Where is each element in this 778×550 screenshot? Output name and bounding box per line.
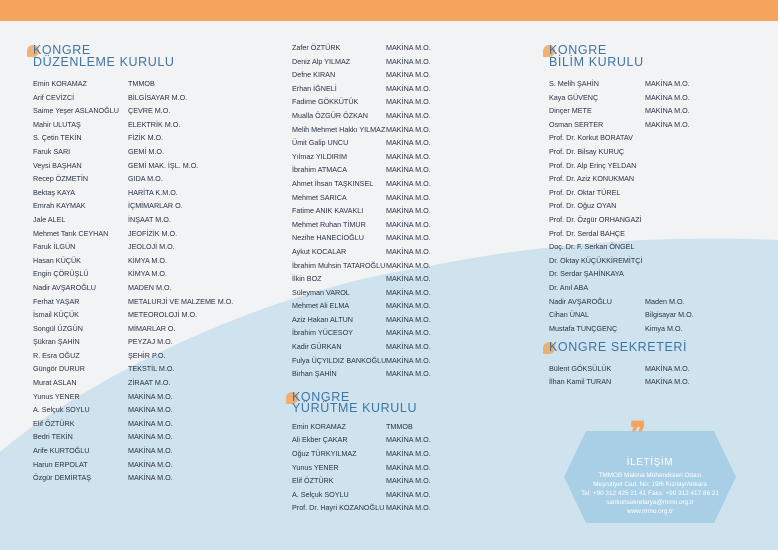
member-name: A. Selçuk SOYLU [33,405,90,415]
member-name: İlhan Kamil TURAN [549,377,612,387]
quote-icon: ❞ [630,417,647,450]
member-row [549,240,694,254]
member-name: Kadir GÜRKAN [292,342,342,352]
member-organization: MAKİNA M.O. [645,363,690,373]
member-row [549,172,694,186]
member-row [33,131,233,145]
member-name: Aziz Hakan ALTUN [292,314,353,324]
executive-member-list [292,420,431,515]
member-organization: MAKİNA M.O. [128,473,173,483]
member-row [33,390,233,404]
member-name: Prof. Dr. Aziz KONUKMAN [549,174,635,184]
member-name: Yunus YENER [292,462,339,472]
member-row [292,367,431,381]
member-name: Bektaş KAYA [33,187,76,197]
member-row [292,177,431,191]
member-row [292,340,431,354]
member-organization: HARİTA K.M.O. [128,187,178,197]
member-organization: ELEKTRİK M.O. [128,119,181,129]
contact-phone: Tel: +90 312 425 21 41 Faks: +90 312 417 86 21 [581,490,719,497]
member-name: A. Selçuk SOYLU [292,489,349,499]
member-row [292,82,431,96]
member-organization: KİMYA M.O. [128,255,168,265]
member-row [292,163,431,177]
member-organization: MAKİNA M.O. [386,314,431,324]
member-name: Fadime GÖKKÜTÜK [292,97,359,107]
member-organization: MAKİNA M.O. [386,151,431,161]
member-row [292,420,431,434]
member-organization: ÇEVRE M.O. [128,106,171,116]
member-name: Bülent GÖKSÜLÜK [549,363,612,373]
member-organization: MAKİNA M.O. [386,462,431,472]
member-row [292,286,431,300]
member-row [33,444,233,458]
member-row [292,354,431,368]
member-organization: ZİRAAT M.O. [128,378,171,388]
member-name: Ferhat YAŞAR [33,296,80,306]
member-row [292,447,431,461]
member-row [549,213,694,227]
member-row [549,131,694,145]
member-row [33,104,233,118]
executive-committee-title: KONGRE YÜRÜTME KURULU [292,392,431,415]
member-name: Faruk İLGÜN [33,242,76,252]
member-row [33,417,233,431]
member-row [33,308,233,322]
member-organization: MAKİNA M.O. [645,106,690,116]
member-organization: MAKİNA M.O. [386,503,431,513]
member-organization: JEOFİZİK M.O. [128,228,178,238]
member-name: Mehmet Tarık CEYHAN [33,228,109,238]
member-name: Murat ASLAN [33,378,77,388]
member-organization: MAKİNA M.O. [386,83,431,93]
member-row [33,145,233,159]
member-list [549,77,694,335]
member-row [549,186,694,200]
member-organization: MAKİNA M.O. [386,489,431,499]
member-row [549,199,694,213]
member-list [292,41,431,381]
secretariat-list [549,362,694,389]
member-row [549,362,694,376]
member-organization: MAKİNA M.O. [386,70,431,80]
member-row [33,322,233,336]
member-row [292,150,431,164]
member-name: Nezihe HANECİOĞLU [292,233,364,243]
member-organization: Bilgisayar M.O. [645,310,694,320]
member-name: Dr. Anıl ABA [549,282,589,292]
member-organization: GEMİ MAK. İŞL. M.O. [128,160,199,170]
member-row [549,254,694,268]
member-name: Fatime ANIK KAVAKLI [292,206,364,216]
member-organization: İÇMİMARLAR O. [128,201,183,211]
member-name: Emin KORAMAZ [33,79,87,88]
member-name: Jale ALEL [33,214,66,224]
member-row [292,313,431,327]
member-row [549,118,694,132]
member-row [33,77,233,91]
member-name: Defne KIRAN [292,70,336,80]
member-name: Nadir AVŞAROĞLU [33,282,96,292]
member-row [292,501,431,515]
member-name: Dr. Serdar ŞAHİNKAYA [549,269,624,279]
member-row [33,471,233,485]
member-name: Süleyman VAROL [292,287,350,297]
member-organization: Kimya M.O. [645,323,683,333]
member-row [549,322,694,336]
member-name: Prof. Dr. Serdal BAHÇE [549,228,625,238]
member-row [33,159,233,173]
member-row [292,272,431,286]
member-organization: MAKİNA M.O. [386,435,431,445]
member-row [292,488,431,502]
member-name: İlkin BOZ [292,274,322,284]
member-row [33,91,233,105]
member-name: Mehmet Ruhan TİMUR [292,219,366,229]
member-row [33,281,233,295]
member-name: Harun ERPOLAT [33,459,88,469]
member-organization: MİMARLAR O. [128,323,176,333]
member-row [292,461,431,475]
member-name: İbrahim Muhsin TATAROĞLU [292,260,386,270]
member-row [33,267,233,281]
member-organization: MAKİNA M.O. [128,405,173,415]
member-organization: GIDA M.O. [128,174,163,184]
member-row [292,259,431,273]
member-name: Cihan ÜNAL [549,310,589,320]
member-name: Arif CEVİZCİ [33,92,75,102]
member-organization: MAKİNA M.O. [128,432,173,442]
member-organization: MAKİNA M.O. [386,287,431,297]
member-name: Ali Ekber ÇAKAR [292,435,348,445]
member-name: Prof. Dr. Hayri KOZANOĞLU [292,503,385,513]
member-name: Güngör DURUR [33,364,85,374]
member-name: Bedri TEKİN [33,432,73,442]
member-name: Songül ÜZGÜN [33,323,83,333]
contact-box [564,431,736,523]
member-row [549,159,694,173]
member-organization: BİLGİSAYAR M.O. [128,92,188,102]
member-organization: MAKİNA M.O. [128,391,173,401]
member-name: Saime Yeşer ASLANOĞLU [33,106,119,116]
member-name: İbrahim YÜCESOY [292,328,353,338]
member-name: S. Çetin TEKİN [33,133,82,143]
member-name: Prof. Dr. Alp Erinç YELDAN [549,160,637,170]
member-row [549,375,694,389]
member-name: Mualla ÖZGÜR ÖZKAN [292,110,368,120]
member-organization: MAKİNA M.O. [386,369,431,379]
member-name: Erhan İĞNELİ [292,83,337,93]
member-row [292,41,431,55]
member-row [33,458,233,472]
member-name: Dinçer METE [549,106,592,116]
member-row [549,104,694,118]
member-organization: MAKİNA M.O. [386,192,431,202]
member-row [292,204,431,218]
member-name: Hasan KÜÇÜK [33,255,81,265]
member-organization: MAKİNA M.O. [386,301,431,311]
member-organization: METEOROLOJİ M.O. [128,310,198,320]
member-name: Doç. Dr. F. Serkan ÖNGEL [549,242,635,252]
member-row [292,231,431,245]
member-name: Zafer ÖZTÜRK [292,43,341,52]
contact-heading: İLETİŞİM [626,457,674,468]
member-row [292,68,431,82]
member-organization: MAKİNA M.O. [386,138,431,148]
member-name: Mehmet Ali ELMA [292,301,350,311]
member-row [33,186,233,200]
member-row [33,172,233,186]
member-organization: METALURJİ VE MALZEME M.O. [128,296,234,306]
member-name: Prof. Dr. Bilsay KURUÇ [549,146,625,156]
member-organization: MAKİNA M.O. [386,178,431,188]
member-name: Prof. Dr. Oktar TÜREL [549,187,621,197]
member-organization: MAKİNA M.O. [645,79,690,88]
member-name: Kaya GÜVENÇ [549,92,599,102]
member-row [549,295,694,309]
member-row [33,240,233,254]
member-organization: MADEN M.O. [128,282,172,292]
member-name: Emrah KAYMAK [33,201,86,211]
member-name: Ümit Galip UNCU [292,138,349,148]
member-name: Recep ÖZMETİN [33,174,89,184]
member-row [33,213,233,227]
member-row [549,91,694,105]
member-name: Prof. Dr. Özgür ORHANGAZİ [549,214,642,224]
member-row [292,136,431,150]
member-organization: MAKİNA M.O. [128,418,173,428]
member-name: Dr. Oktay KÜÇÜKKİREMİTÇİ [549,255,643,265]
member-name: Yılmaz YILDIRIM [292,151,347,161]
contact-address: Meşrutiyet Cad. No: 19/6 Kızılay/Ankara [593,481,707,488]
member-organization: MAKİNA M.O. [386,43,431,52]
secretariat-title: KONGRE SEKRETERİ [549,342,694,354]
member-row [33,335,233,349]
member-organization: MAKİNA M.O. [645,119,690,129]
member-name: Elif ÖZTÜRK [292,476,334,486]
member-organization: MAKİNA M.O. [386,56,431,66]
member-organization: MAKİNA M.O. [386,97,431,107]
member-row [549,281,694,295]
member-organization: MAKİNA M.O. [386,274,431,284]
member-row [33,362,233,376]
member-row [292,326,431,340]
member-name: Emin KORAMAZ [292,421,346,431]
member-list [33,77,233,485]
member-row [292,123,431,137]
member-row [33,376,233,390]
member-organization: JEOLOJİ M.O. [128,242,175,252]
member-name: Mustafa TUNÇGENÇ [549,323,618,333]
contact-website[interactable]: www.mmo.org.tr [626,508,674,515]
member-row [549,308,694,322]
member-name: Özgür DEMİRTAŞ [33,473,92,483]
member-organization: TMMOB [386,421,413,431]
member-row [292,433,431,447]
member-organization: ŞEHİR P.O. [128,350,166,360]
member-name: İbrahim ATMACA [292,165,347,175]
scientific-committee-title: KONGRE BİLİM KURULU [549,45,694,68]
organizing-committee-title: KONGRE DÜZENLEME KURULU [33,45,233,68]
member-organization: MAKİNA M.O. [386,165,431,175]
member-organization: MAKİNA M.O. [386,449,431,459]
member-name: Ahmet İhsan TAŞKINSEL [292,178,374,188]
member-row [292,109,431,123]
member-organization: MAKİNA M.O. [386,124,431,134]
member-name: Mehmet SARICA [292,192,347,202]
member-organization: MAKİNA M.O. [386,246,431,256]
member-organization: MAKİNA M.O. [128,446,173,456]
contact-email[interactable]: sankonsekretarya@mmo.org.tr [606,499,694,506]
member-organization: MAKİNA M.O. [386,206,431,216]
member-organization: MAKİNA M.O. [386,355,431,365]
member-organization: GEMİ M.O. [128,146,164,156]
member-name: Yunus YENER [33,391,80,401]
member-name: Oğuz TÜRKYILMAZ [292,449,357,459]
scientific-committee [549,45,694,389]
member-organization: İNŞAAT M.O. [128,214,171,224]
member-organization: TMMOB [128,79,155,88]
member-name: Aykut KOCALAR [292,246,347,256]
member-row [292,474,431,488]
member-organization: MAKİNA M.O. [386,219,431,229]
member-row [292,299,431,313]
member-name: Veysi BAŞHAN [33,160,82,170]
member-organization: MAKİNA M.O. [386,476,431,486]
member-row [549,227,694,241]
member-name: S. Melih ŞAHİN [549,79,599,88]
member-row [292,55,431,69]
member-row [549,267,694,281]
member-name: Engin ÇÖRÜŞLÜ [33,269,89,279]
member-row [33,118,233,132]
member-name: Arife KURTOĞLU [33,446,90,456]
contact-org: TMMOB Makina Mühendisleri Odası [598,472,702,479]
member-row [292,95,431,109]
member-organization: FİZİK M.O. [128,133,164,143]
member-row [292,218,431,232]
member-row [33,199,233,213]
member-row [549,77,694,91]
member-row [33,403,233,417]
member-name: Prof. Dr. Korkut BORATAV [549,133,633,143]
member-organization: MAKİNA M.O. [128,459,173,469]
member-row [33,254,233,268]
member-name: Melih Mehmet Hakkı YILMAZ [292,124,386,134]
member-name: Elif ÖZTÜRK [33,418,75,428]
member-row [292,191,431,205]
member-organization: MAKİNA M.O. [386,342,431,352]
member-row [33,349,233,363]
member-name: Mahir ULUTAŞ [33,119,81,129]
member-organization: MAKİNA M.O. [645,377,690,387]
member-row [33,227,233,241]
member-name: Şükran ŞAHİN [33,337,80,347]
member-row [33,295,233,309]
member-organization: MAKİNA M.O. [386,260,431,270]
member-name: R. Esra OĞUZ [33,350,80,360]
organizing-committee [33,45,233,485]
committee-continued [292,41,431,515]
member-row [549,145,694,159]
member-row [292,245,431,259]
member-organization: MAKİNA M.O. [386,233,431,243]
member-organization: PEYZAJ M.O. [128,337,173,347]
member-row [33,430,233,444]
member-name: Nadir AVŞAROĞLU [549,296,612,306]
member-organization: MAKİNA M.O. [645,92,690,102]
member-name: İsmail KÜÇÜK [33,310,79,320]
member-organization: MAKİNA M.O. [386,328,431,338]
member-name: Faruk SARI [33,146,71,156]
member-name: Deniz Alp YILMAZ [292,56,351,66]
member-name: Osman SERTER [549,119,604,129]
member-organization: TEKSTİL M.O. [128,364,175,374]
member-organization: MAKİNA M.O. [386,110,431,120]
member-name: Prof. Dr. Oğuz OYAN [549,201,617,211]
member-organization: Maden M.O. [645,296,685,306]
member-organization: KİMYA M.O. [128,269,168,279]
member-name: Birhan ŞAHİN [292,369,337,379]
member-name: Fulya ÜÇYILDIZ BANKOĞLU [292,355,386,365]
